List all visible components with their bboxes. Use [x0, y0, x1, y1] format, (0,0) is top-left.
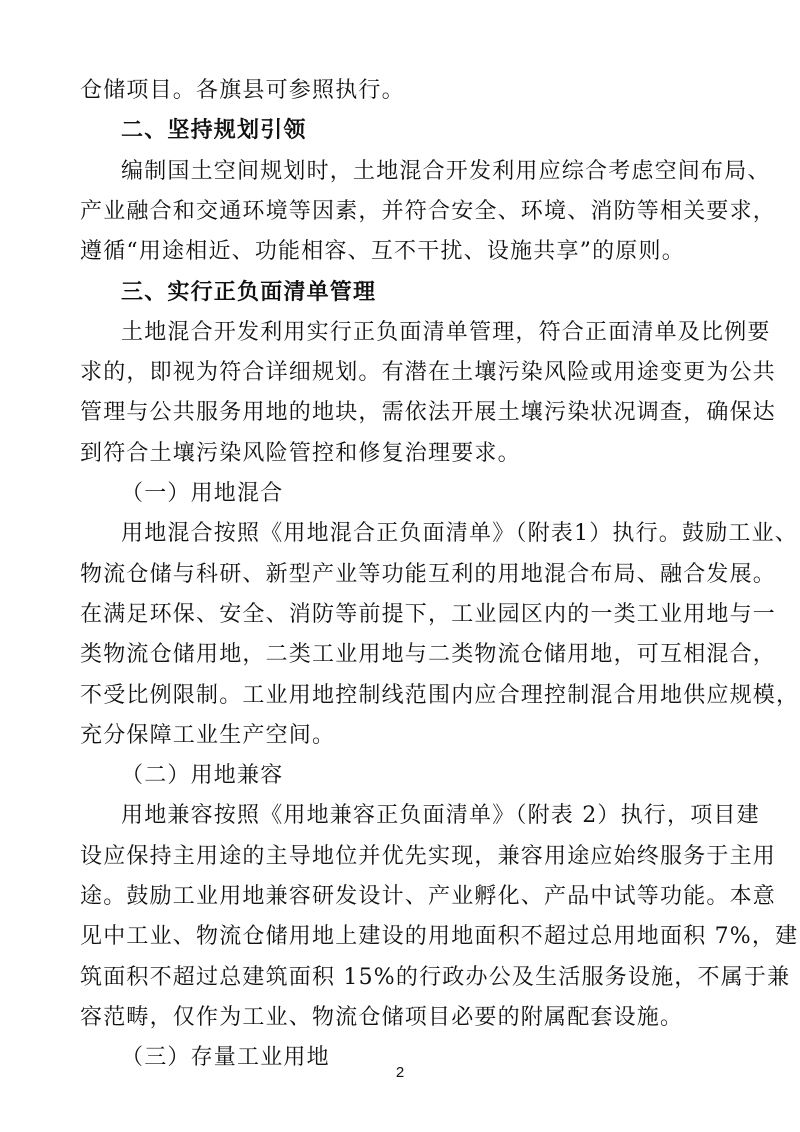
text-line: 类物流仓储用地，二类工业用地与二类物流仓储用地，可互相混合， — [80, 642, 777, 668]
text-line: 容范畴，仅作为工业、物流仓储项目必要的附属配套设施。 — [80, 1004, 684, 1030]
subsection-heading: （二）用地兼容 — [121, 763, 284, 789]
text-line: 遵循“用途相近、功能相容、互不干扰、设施共享”的原则。 — [80, 239, 685, 265]
text-line: 产业融合和交通环境等因素，并符合安全、环境、消防等相关要求， — [80, 198, 777, 224]
text-line: 物流仓储与科研、新型产业等功能互利的用地混合布局、融合发展。 — [80, 561, 777, 587]
text-line: 用地兼容按照《用地兼容正负面清单》（附表 2）执行，项目建 — [121, 803, 760, 829]
text-line: 编制国土空间规划时，土地混合开发利用应综合考虑空间布局、 — [121, 158, 771, 184]
text-line: 仓储项目。各旗县可参照执行。 — [80, 78, 405, 103]
text-line: 设应保持主用途的主导地位并优先实现，兼容用途应始终服务于主用 — [80, 843, 777, 869]
text-line: 管理与公共服务用地的地块，需依法开展土壤污染状况调查，确保达 — [80, 400, 777, 426]
text-line: 求的，即视为符合详细规划。有潜在土壤污染风险或用途变更为公共 — [80, 360, 777, 386]
text-line: 充分保障工业生产空间。 — [80, 722, 336, 748]
page-number: 2 — [395, 1064, 405, 1081]
text-line: 到符合土壤污染风险管控和修复治理要求。 — [80, 440, 521, 466]
text-line: 途。鼓励工业用地兼容研发设计、产业孵化、产品中试等功能。本意 — [80, 884, 777, 909]
text-line: 见中工业、物流仓储用地上建设的用地面积不超过总用地面积 7%，建 — [80, 924, 799, 950]
section-heading: 三、实行正负面清单管理 — [121, 279, 377, 305]
subsection-heading: （三）存量工业用地 — [121, 1045, 330, 1071]
text-line: 土地混合开发利用实行正负面清单管理，符合正面清单及比例要 — [121, 319, 771, 345]
text-line: 用地混合按照《用地混合正负面清单》（附表1）执行。鼓励工业、 — [121, 521, 798, 547]
subsection-heading: （一）用地混合 — [121, 481, 284, 506]
section-heading: 二、坚持规划引领 — [121, 118, 307, 144]
text-line: 不受比例限制。工业用地控制线范围内应合理控制混合用地供应规模， — [80, 682, 800, 708]
text-line: 在满足环保、安全、消防等前提下，工业园区内的一类工业用地与一 — [80, 601, 777, 627]
text-line: 筑面积不超过总建筑面积 15%的行政办公及生活服务设施，不属于兼 — [80, 964, 791, 990]
